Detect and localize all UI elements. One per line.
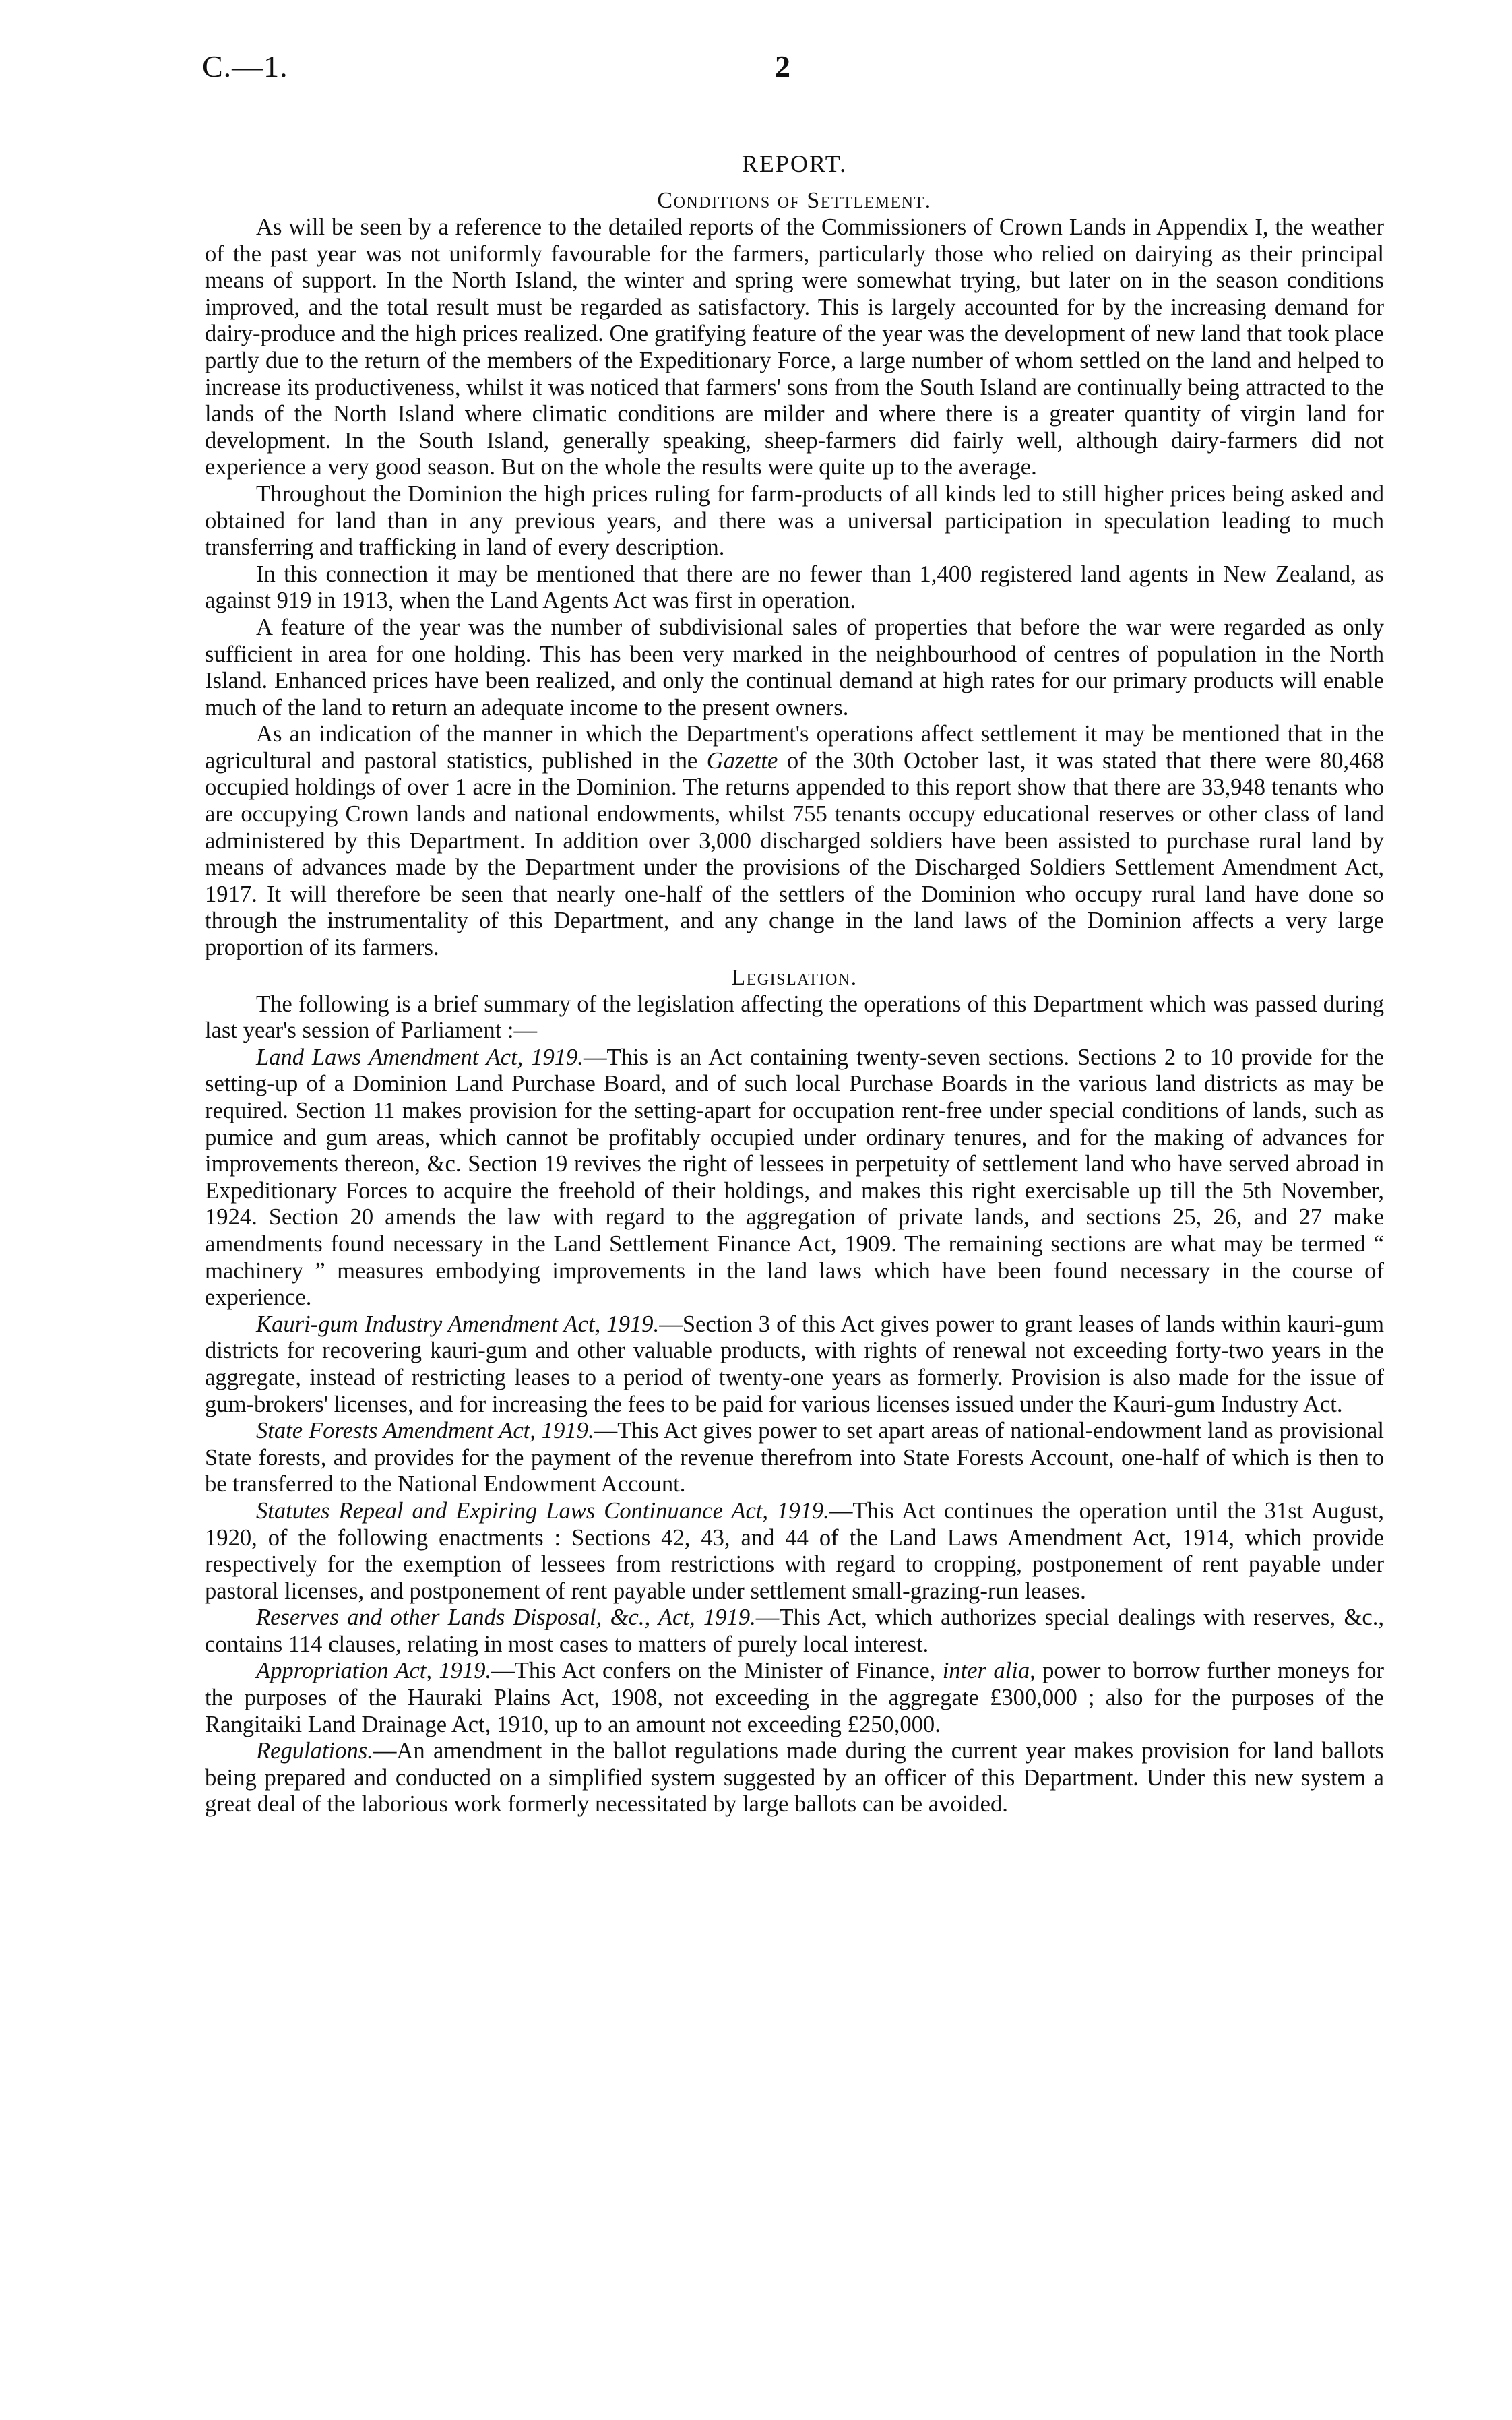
act-paragraph: Land Laws Amendment Act, 1919.—This is an Act containing twenty-seven sections. Sections 2 to 10 provide for the setting-up of a Dominion Land Purchase Board, and of such local Purchase Boards in the various land districts as may be required. Section 11 makes provision for the setting-apart for occupation rent-free under special conditions of lands, such as pumice and gum areas, which cannot be profitably occupied under ordinary tenures, and for the making of advances for improvements thereon, &c. Section 19 revives the right of lessees in perpetuity of settlement land who have served abroad in Expeditionary Forces to acquire the freehold of their holdings, and makes this right exercisable up till the 5th November, 1924. Section 20 amends the law with regard to the aggregation of private lands, and sections 25, 26, and 27 make amendments found necessary in the Land Settlement Finance Act, 1909. The remaining sections are what may be termed “ machinery ” measures embodying improvements in the land laws which have been found necessary in the course of experience. xyxy=(205,1044,1384,1311)
act-paragraph: Kauri-gum Industry Amendment Act, 1919.—Section 3 of this Act gives power to grant leases of lands within kauri-gum districts for recovering kauri-gum and other valuable products, with rights of renewal not exceeding forty-two years in the aggregate, instead of restricting leases to a period of twenty-one years as formerly. Provision is also made for the issue of gum-brokers' licenses, and for increasing the fees to be paid for various licenses issued under the Kauri-gum Industry Act. xyxy=(205,1311,1384,1417)
paragraph: As an indication of the manner in which the Department's operations affect settlement it may be mentioned that in the agricultural and pastoral statistics, published in the Gazette of the 30th October last, it was stated that there were 80,468 occupied holdings of over 1 acre in the Dominion. The returns appended to this report show that there are 33,948 tenants who are occupying Crown lands and national endowments, whilst 755 tenants occupy educational reserves or other class of land administered by this Department. In addition over 3,000 discharged soldiers have been assisted to purchase rural land by means of advances made by the Department under the provisions of the Discharged Soldiers Settlement Amendment Act, 1917. It will therefore be seen that nearly one-half of the settlers of the Dominion who occupy rural land have done so through the instrumentality of this Department, and any change in the land laws of the Dominion affects a very large proportion of its farmers. xyxy=(205,721,1385,961)
paragraph: As will be seen by a reference to the detailed reports of the Commissioners of Crown Lands in Appendix I, the weather of the past year was not uniformly favourable for the farmers, particularly those who relied on dairying as their principal means of support. In the North Island, the winter and spring were somewhat trying, but later on in the season conditions improved, and the total result must be regarded as satisfactory. This is largely accounted for by the increasing demand for dairy-produce and the high prices realized. One gratifying feature of the year was the development of new land that took place partly due to the return of the members of the Expeditionary Force, a large number of whom settled on the land and helped to increase its productiveness, whilst it was noticed that farmers' sons from the South Island are continually being attracted to the lands of the North Island where climatic conditions are milder and where there is a greater quantity of virgin land for development. In the South Island, generally speaking, sheep-farmers did fairly well, although dairy-farmers did not experience a very good season. But on the whole the results were quite up to the average. xyxy=(205,214,1384,480)
act-title: Reserves and other Lands Disposal, &c., Act, 1919. xyxy=(256,1605,756,1631)
act-title: Regulations. xyxy=(256,1738,373,1764)
report-body xyxy=(205,150,1384,1818)
act-title: Land Laws Amendment Act, 1919. xyxy=(256,1044,584,1070)
act-title: State Forests Amendment Act, 1919. xyxy=(256,1418,594,1444)
page-reference: C.—1. xyxy=(202,49,288,84)
act-title: Kauri-gum Industry Amendment Act, 1919. xyxy=(256,1311,660,1337)
section-heading-conditions: Conditions of Settlement. xyxy=(657,188,932,213)
act-paragraph: Reserves and other Lands Disposal, &c., Act, 1919.—This Act, which authorizes special dealings with reserves, &c., contains 114 clauses, relating in most cases to matters of purely local interest. xyxy=(205,1605,1384,1657)
act-title: Appropriation Act, 1919. xyxy=(256,1658,492,1684)
page-number: 2 xyxy=(775,49,790,84)
report-title: REPORT. xyxy=(741,150,848,177)
paragraph: The following is a brief summary of the legislation affecting the operations of this Department which was passed during last year's session of Parliament :— xyxy=(205,991,1384,1044)
paragraph: Throughout the Dominion the high prices ruling for farm-products of all kinds led to still higher prices being asked and obtained for land than in any previous years, and there was a universal participation in speculation leading to much transferring and trafficking in land of every description. xyxy=(205,480,1384,561)
act-title: Statutes Repeal and Expiring Laws Continuance Act, 1919. xyxy=(256,1497,829,1524)
act-paragraph: State Forests Amendment Act, 1919.—This Act gives power to set apart areas of national-endowment land as provisional State forests, and provides for the payment of the revenue therefrom into State Forests Account, one-half of which is then to be transferred to the National Endowment Account. xyxy=(205,1418,1384,1497)
paragraph: In this connection it may be mentioned that there are no fewer than 1,400 registered land agents in New Zealand, as against 919 in 1913, when the Land Agents Act was first in operation. xyxy=(205,561,1384,614)
act-paragraph: Regulations.—An amendment in the ballot regulations made during the current year makes provision for land ballots being prepared and conducted on a simplified system suggested by an officer of this Department. Under this new system a great deal of the laborious work formerly necessitated by large ballots can be avoided. xyxy=(205,1738,1384,1818)
section-heading-legislation: Legislation. xyxy=(731,964,858,990)
act-paragraph: Statutes Repeal and Expiring Laws Continuance Act, 1919.—This Act continues the operation until the 31st August, 1920, of the following enactments : Sections 42, 43, and 44 of the Land Laws Amendment Act, 1914, which provide respectively for the exemption of lessees from restrictions with regard to cropping, postponement of rent payable under pastoral licenses, and postponement of rent payable under settlement small-grazing-run leases. xyxy=(205,1497,1384,1604)
act-paragraph: Appropriation Act, 1919.—This Act confers on the Minister of Finance, inter alia, power to borrow further moneys for the purposes of the Hauraki Plains Act, 1908, not exceeding in the aggregate £300,000 ; also for the purposes of the Rangitaiki Land Drainage Act, 1910, up to an amount not exceeding £250,000. xyxy=(205,1658,1384,1737)
paragraph: A feature of the year was the number of subdivisional sales of properties that before the war were regarded as only sufficient in area for one holding. This has been very marked in the neighbourhood of centres of population in the North Island. Enhanced prices have been realized, and only the continual demand at high rates for our primary products will enable much of the land to return an adequate income to the present owners. xyxy=(205,614,1384,720)
